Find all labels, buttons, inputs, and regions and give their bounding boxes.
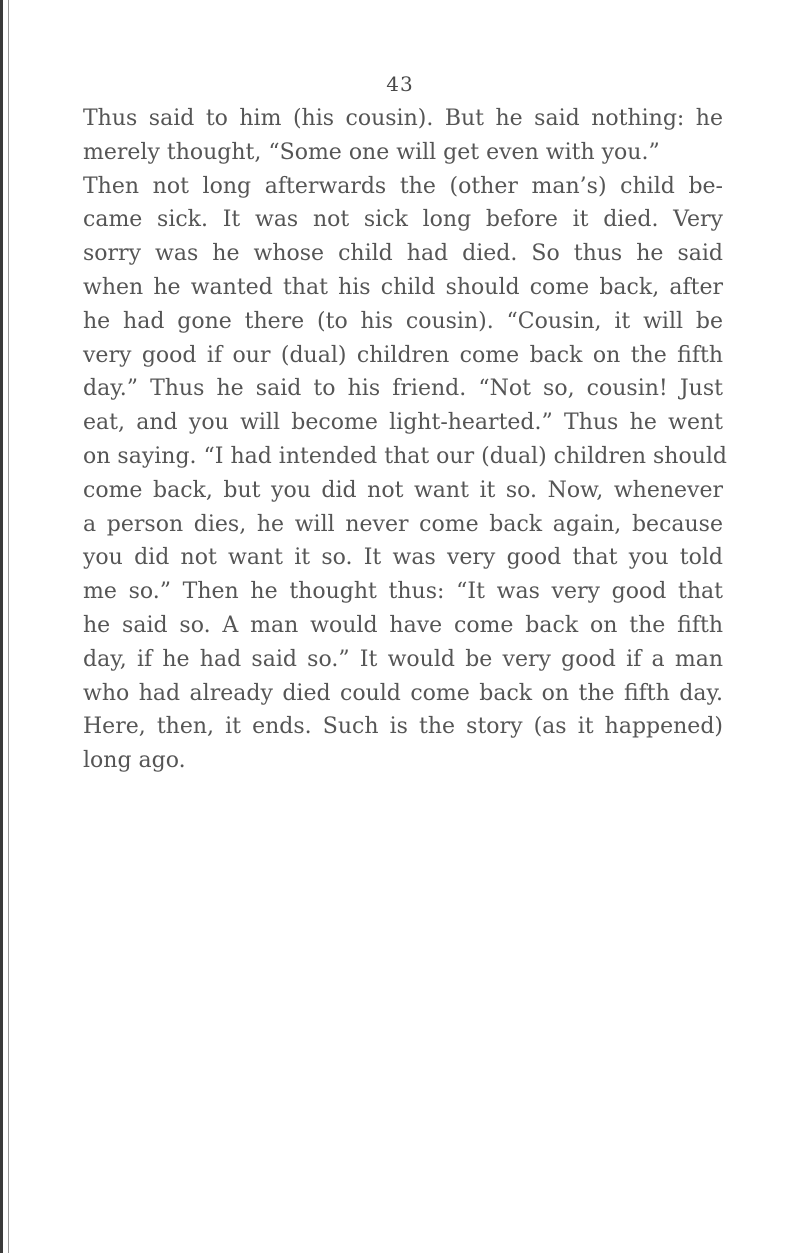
text-line: day.” Thus he said to his friend. “Not so, cousin! Just <box>83 376 723 402</box>
page-number: 43 <box>386 72 414 96</box>
text-line: you did not want it so. It was very good that you told <box>83 545 723 571</box>
text-line: long ago. <box>83 748 186 774</box>
text-line: me so.” Then he thought thus: “It was very good that <box>83 579 723 605</box>
text-line: Then not long afterwards the (other man’s) child be- <box>83 173 723 199</box>
text-line: very good if our (dual) children come back on the fifth <box>83 342 723 368</box>
text-line: merely thought, “Some one will get even with you.” <box>83 139 660 165</box>
page-binding-shadow <box>8 0 9 1253</box>
text-line: when he wanted that his child should come back, after <box>83 274 723 300</box>
text-line: who had already died could come back on the fifth day. <box>83 680 723 706</box>
text-line: come back, but you did not want it so. Now, whenever <box>83 477 723 503</box>
text-line: eat, and you will become light-hearted.” Thus he went <box>83 410 723 436</box>
text-line: a person dies, he will never come back again, because <box>83 511 723 537</box>
text-line: Thus said to him (his cousin). But he said nothing: he <box>83 106 723 131</box>
page-body-text <box>83 102 728 778</box>
text-line: on saying. “I had intended that our (dual) children should <box>83 443 728 469</box>
text-line: Here, then, it ends. Such is the story (as it happened) <box>83 714 723 740</box>
text-line: sorry was he whose child had died. So thus he said <box>83 241 723 267</box>
page-binding-edge <box>0 0 3 1253</box>
text-line: came sick. It was not sick long before it died. Very <box>83 207 723 233</box>
text-line: he had gone there (to his cousin). “Cousin, it will be <box>83 308 723 334</box>
text-line: he said so. A man would have come back on the fifth <box>83 612 723 638</box>
text-line: day, if he had said so.” It would be very good if a man <box>83 646 723 672</box>
